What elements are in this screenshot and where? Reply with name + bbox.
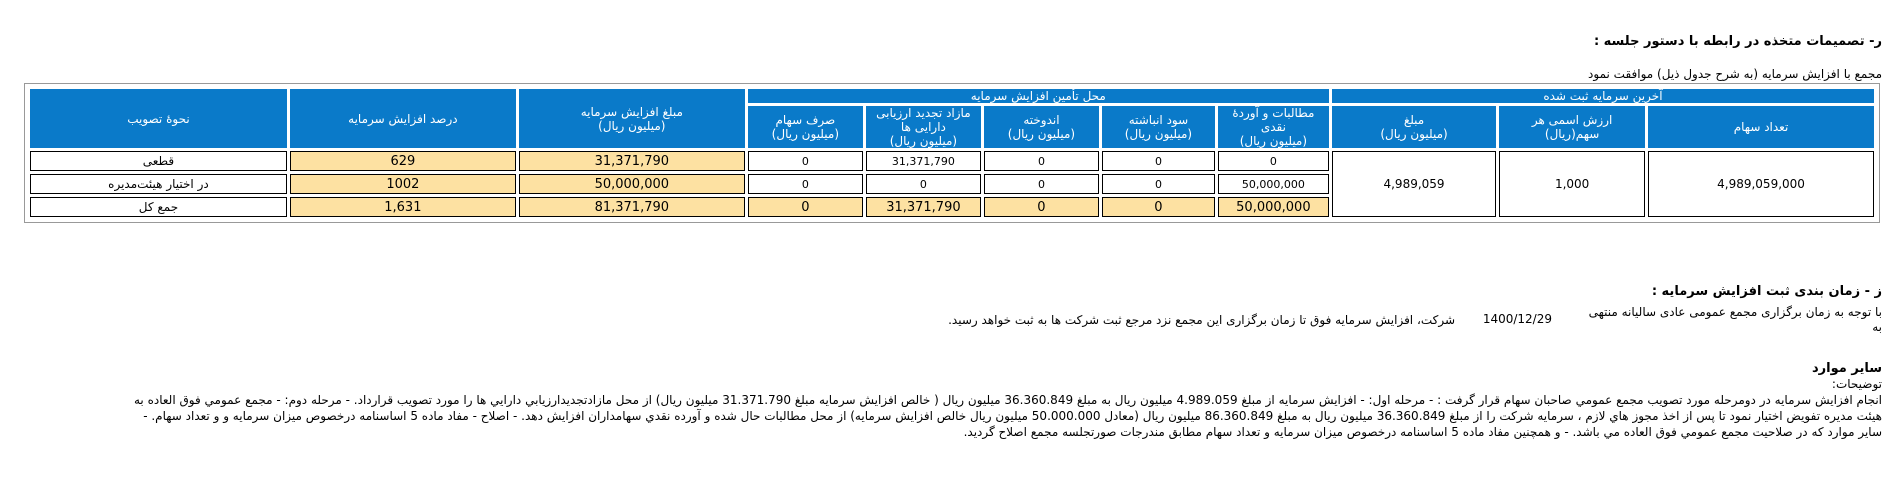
header-reserve: اندوخته (میلیون ریال)	[984, 106, 1099, 148]
header-approval-method: نحوهٔ تصویب	[30, 89, 287, 148]
section-heading-timing: ز - زمان بندی ثبت افزایش سرمایه :	[1651, 284, 1882, 299]
timing-text-1: با توجه به زمان برگزاری مجمع عمومی عادی سالیانه منتهی	[1588, 305, 1882, 319]
note-line-3: ساير موارد كه در صلاحيت مجمع عمومي فوق العاده مي باشد. - و همچنين مفاد ماده 5 اساسنامه درخصوص ميزان سرمايه و تعداد سهام مطابق مندرجات صورتجلسه مجمع اصلاح گرديد.	[963, 425, 1882, 439]
increase-percent-cell: 629	[290, 151, 516, 171]
header-retained-earnings: سود انباشته (میلیون ریال)	[1102, 106, 1215, 148]
increase-percent-cell: 1002	[290, 174, 516, 194]
premium-total-cell: 0	[748, 197, 863, 217]
retained-cell: 0	[1102, 174, 1215, 194]
reserve-cell: 0	[984, 151, 1099, 171]
increase-amount-total-cell: 81,371,790	[519, 197, 745, 217]
header-increase-percent: درصد افزایش سرمایه	[290, 89, 516, 148]
par-value-cell: 1,000	[1499, 151, 1645, 217]
retained-cell: 0	[1102, 151, 1215, 171]
approval-cell: قطعی	[30, 151, 287, 171]
receivables-total-cell: 50,000,000	[1218, 197, 1329, 217]
timing-text-2: شرکت، افزایش سرمایه فوق تا زمان برگزاری این مجمع نزد مرجع ثبت شرکت ها به ثبت خواهد رسید.	[948, 313, 1455, 327]
revaluation-cell: 0	[866, 174, 981, 194]
reserve-total-cell: 0	[984, 197, 1099, 217]
approval-text: مجمع با افزایش سرمایه (به شرح جدول ذیل) موافقت نمود	[1588, 67, 1882, 81]
section-heading-other: سایر موارد	[1812, 361, 1882, 376]
section-heading-decisions: ر- تصمیمات متخذه در رابطه با دستور جلسه :	[1593, 34, 1882, 49]
receivables-cell: 50,000,000	[1218, 174, 1329, 194]
header-share-premium: صرف سهام (میلیون ریال)	[748, 106, 863, 148]
increase-amount-cell: 31,371,790	[519, 151, 745, 171]
header-par-value: ارزش اسمی هر سهم(ریال)	[1499, 106, 1645, 148]
premium-cell: 0	[748, 174, 863, 194]
increase-amount-cell: 50,000,000	[519, 174, 745, 194]
header-revaluation-surplus: مازاد تجدید ارزیابی دارایی ها (میلیون ریال)	[866, 106, 981, 148]
table-row	[30, 151, 1874, 171]
revaluation-total-cell: 31,371,790	[866, 197, 981, 217]
receivables-cell: 0	[1218, 151, 1329, 171]
premium-cell: 0	[748, 151, 863, 171]
timing-text-3: به	[1872, 320, 1882, 334]
last-amount-cell: 4,989,059	[1332, 151, 1496, 217]
reserve-cell: 0	[984, 174, 1099, 194]
header-receivables: مطالبات و آوردهٔ نقدی (میلیون ریال)	[1218, 106, 1329, 148]
note-line-2: هيئت مديره تفويض اختيار نمود تا پس از اخذ مجوز هاي لازم ، سرمايه شركت را از مبلغ 36.360.849 ميليون ريال به مبلغ 86.360.849 ميليون ريال (معادل 50.000.000 ميليون ريال خالص افزايش سرمايه) از محل مطالبات حال شده و آورده نقدي سهامداران افزايش دهد. - اصلاح - مفاد ماده 5 اساسنامه درخصوص ميزان سرمايه و و تعداد سهام. -	[143, 409, 1882, 423]
retained-total-cell: 0	[1102, 197, 1215, 217]
note-line-1: انجام افزايش سرمايه در دومرحله مورد تصويب مجمع عمومي صاحبان سهام قرار گرفت : - مرحله اول: - افزايش سرمايه از مبلغ 4.989.059 ميليون ريال به مبلغ 36.360.849 ميليون ريال ( خالص افزايش سرمايه مبلغ 31.371.790 ميليون ريال) از محل مازادتجديدارزيابي دارايي ها را مورد تصويب قرارداد. - مرحله دوم: - مجمع عمومي فوق العاده به	[134, 393, 1882, 407]
approval-cell: در اختیار هیئت‌مدیره	[30, 174, 287, 194]
share-count-cell: 4,989,059,000	[1648, 151, 1874, 217]
revaluation-cell: 31,371,790	[866, 151, 981, 171]
header-share-count: تعداد سهام	[1648, 106, 1874, 148]
header-funding-source: محل تأمین افزایش سرمایه	[748, 89, 1329, 103]
notes-label: توضیحات:	[1831, 377, 1882, 391]
capital-increase-table	[24, 83, 1880, 223]
increase-percent-total-cell: 1,631	[290, 197, 516, 217]
total-label-cell: جمع کل	[30, 197, 287, 217]
header-last-capital: آخرین سرمایه ثبت شده	[1332, 89, 1874, 103]
header-increase-amount: مبلغ افزایش سرمایه (میلیون ریال)	[519, 89, 745, 148]
header-amount: مبلغ (میلیون ریال)	[1332, 106, 1496, 148]
timing-date: 1400/12/29	[1482, 312, 1552, 326]
